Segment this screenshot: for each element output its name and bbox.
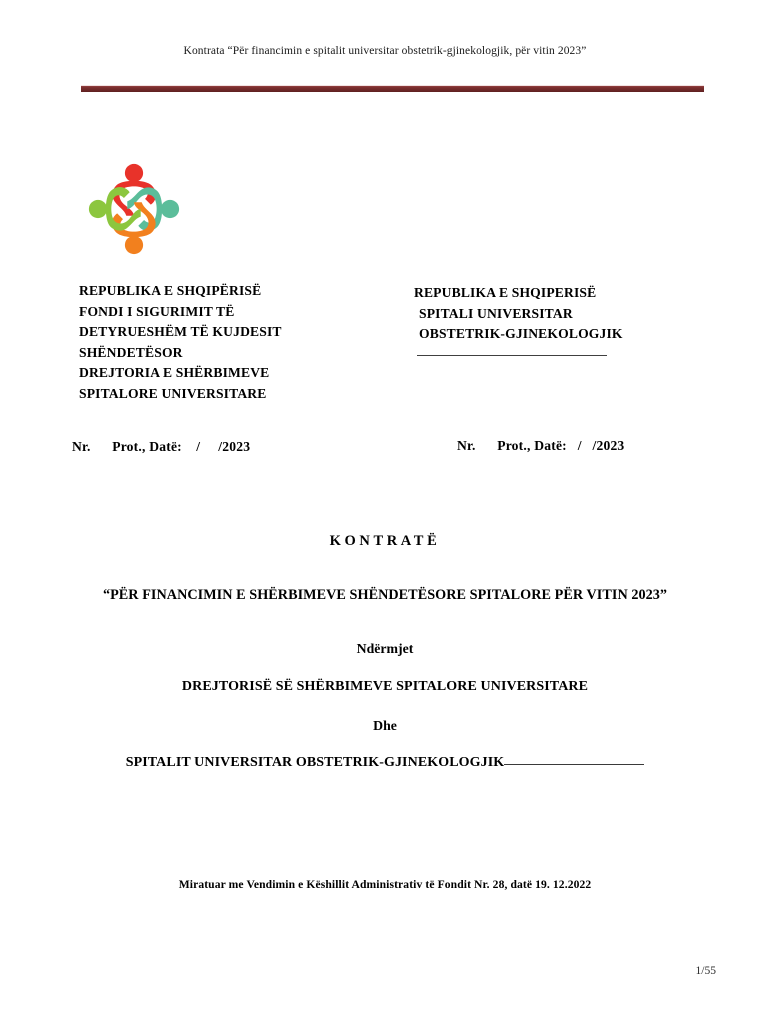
party-two-blank-line (504, 764, 644, 765)
approval-note: Miratuar me Vendimin e Këshillit Administrativ të Fondit Nr. 28, datë 19. 12.2022 (178, 878, 592, 891)
org-left-line-1: REPUBLIKA E SHQIPËRISË (79, 283, 262, 298)
page-number: 1/55 (695, 965, 716, 977)
contract-heading: KONTRATË (329, 533, 441, 549)
org-left-line-6: SPITALORE UNIVERSITARE (79, 385, 267, 401)
org-block-left (79, 281, 409, 405)
party-two-row (0, 755, 770, 771)
logo-figure-left (89, 187, 141, 231)
header-divider-rule (81, 85, 704, 92)
and-label: Dhe (373, 718, 397, 733)
org-left-line-2: FONDI I SIGURIMIT TË (79, 303, 235, 319)
four-figures-logo-icon (86, 161, 182, 257)
org-right-line-2: SPITALI UNIVERSITAR (419, 305, 573, 321)
contract-subject: “PËR FINANCIMIN E SHËRBIMEVE SHËNDETËSORE SPITALORE PËR VITIN 2023” (102, 587, 668, 603)
between-label: Ndërmjet (356, 641, 414, 656)
org-left-line-4: SHËNDETËSOR (79, 344, 183, 360)
party-one-name: DREJTORISË SË SHËRBIMEVE SPITALORE UNIVERSITARE (181, 679, 589, 694)
protocol-line-left: Nr. Prot., Datë: / /2023 (72, 439, 251, 454)
protocol-line-right: Nr. Prot., Datë: / /2023 (457, 438, 625, 453)
org-right-line-3: OBSTETRIK-GJINEKOLOGJIK (419, 326, 623, 342)
party-two-name: SPITALIT UNIVERSITAR OBSTETRIK-GJINEKOLOGJIK (125, 755, 505, 770)
signature-rule-right (417, 355, 607, 356)
org-block-right (414, 283, 714, 345)
org-left-line-5: DREJTORIA E SHËRBIMEVE (79, 365, 270, 381)
org-left-line-3: DETYRUESHËM TË KUJDESIT (79, 324, 282, 340)
org-right-line-1: REPUBLIKA E SHQIPERISË (414, 285, 597, 300)
fsdksh-logo (86, 161, 182, 257)
running-header: Kontrata “Për financimin e spitalit universitar obstetrik-gjinekologjik, për vitin 2023” (183, 45, 587, 57)
